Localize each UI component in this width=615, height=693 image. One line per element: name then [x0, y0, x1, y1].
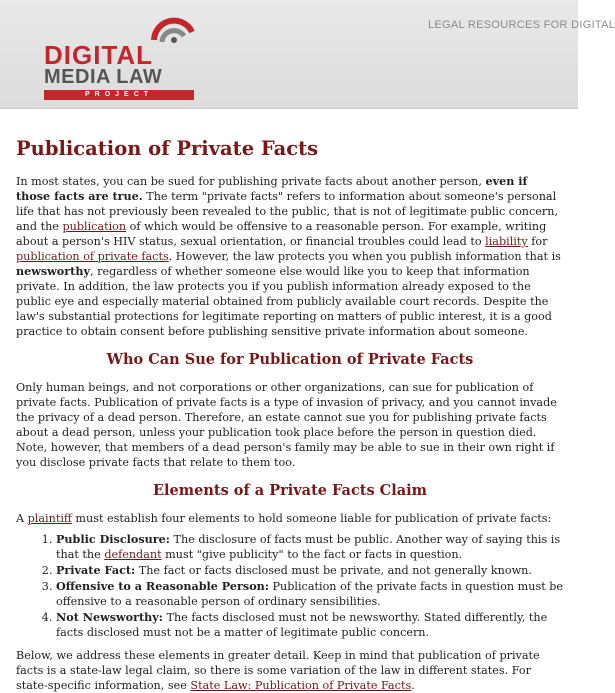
element-text: The fact or facts disclosed must be private, and not generally known. [135, 564, 532, 577]
elements-lead-text-2: must establish four elements to hold someone liable for publication of private facts: [71, 512, 552, 525]
closing-text-1: Below, we address these elements in greater detail. Keep in mind that publication of private facts is a state-law legal claim, so there is some variation of the law in different states. For state-specific information, see [16, 649, 540, 692]
list-item [56, 610, 564, 640]
site-logo[interactable] [38, 10, 208, 100]
logo-mark-icon [148, 10, 200, 50]
closing-text-2: . [411, 679, 415, 692]
page-title: Publication of Private Facts [16, 137, 319, 160]
liability-link[interactable]: liability [485, 235, 528, 248]
intro-bold-true: even if those facts are true. [16, 174, 528, 203]
element-text: The disclosure of facts must be public. Another way of saying this is that the [56, 533, 561, 561]
closing-paragraph [16, 648, 564, 693]
element-text: The facts disclosed must not be newsworthy. Stated differently, the facts disclosed must not be a matter of legitimate public concern. [56, 611, 548, 639]
defendant-link[interactable]: defendant [104, 548, 162, 561]
logo-line-digital: DIGITAL [44, 40, 154, 70]
elements-list [16, 532, 564, 640]
element-title: Not Newsworthy: [56, 610, 163, 624]
logo-line-project: PROJECT [44, 90, 194, 100]
list-item [56, 563, 564, 578]
logo-line-media-law: MEDIA LAW [44, 66, 163, 88]
intro-text-6: , regardless of whether someone else would like you to keep that information private. In addition, the law protects you if you publish information already exposed to the public eye and especially material obtained from publicly available court records. Despite the law's substantial protections for legitimate reporting on matters of public interest, it is a good practice to obtain consent before publishing sensitive private information about someone. [16, 265, 552, 338]
publication-private-facts-link[interactable]: publication of private facts [16, 250, 169, 263]
header-tagline: LEGAL RESOURCES FOR DIGITAL [428, 19, 615, 31]
state-law-link[interactable]: State Law: Publication of Private Facts [190, 679, 412, 692]
intro-text-2: The term "private facts" refers to information about someone's personal life that has not previously been revealed to the public, that is not of legitimate public concern, and the [16, 190, 559, 233]
intro-bold-newsworthy: newsworthy [16, 264, 90, 278]
intro-text-4: for [527, 235, 548, 248]
list-item [56, 579, 564, 609]
element-title: Public Disclosure: [56, 532, 170, 546]
list-item [56, 532, 564, 562]
plaintiff-link[interactable]: plaintiff [27, 512, 72, 525]
elements-lead-paragraph [16, 511, 564, 526]
intro-text-3: of which would be offensive to a reasonable person. For example, writing about a person's HIV status, sexual orientation, or financial troubles could lead to [16, 220, 547, 248]
section-heading-who-can-sue: Who Can Sue for Publication of Private Facts [106, 351, 474, 368]
who-can-sue-paragraph: Only human beings, and not corporations or other organizations, can sue for publication of private facts. Publication of private facts is a type of invasion of privacy, and you cannot invade the privacy of a dead person. Therefore, an estate cannot sue you for publishing private facts about a dead person, unless your publication took place before the person in question died. Note, however, that members of a dead person's family may be able to sue in their own right if you disclose private facts that relate to them too. [16, 381, 557, 469]
publication-link[interactable]: publication [62, 220, 127, 233]
site-header [0, 0, 615, 109]
element-text: Publication of the private facts in question must be offensive to a reasonable person of ordinary sensibilities. [56, 580, 564, 608]
intro-paragraph [16, 174, 564, 339]
element-text-continued: must "give publicity" to the fact or facts in question. [161, 548, 463, 561]
main-content [0, 137, 578, 693]
section-heading-elements: Elements of a Private Facts Claim [153, 482, 427, 499]
intro-text-1: In most states, you can be sued for publishing private facts about another person, [16, 175, 486, 188]
element-title: Private Fact: [56, 563, 136, 577]
element-title: Offensive to a Reasonable Person: [56, 579, 269, 593]
elements-lead-text-1: A [16, 512, 28, 525]
intro-text-5: . However, the law protects you when you publish information that is [168, 250, 561, 263]
